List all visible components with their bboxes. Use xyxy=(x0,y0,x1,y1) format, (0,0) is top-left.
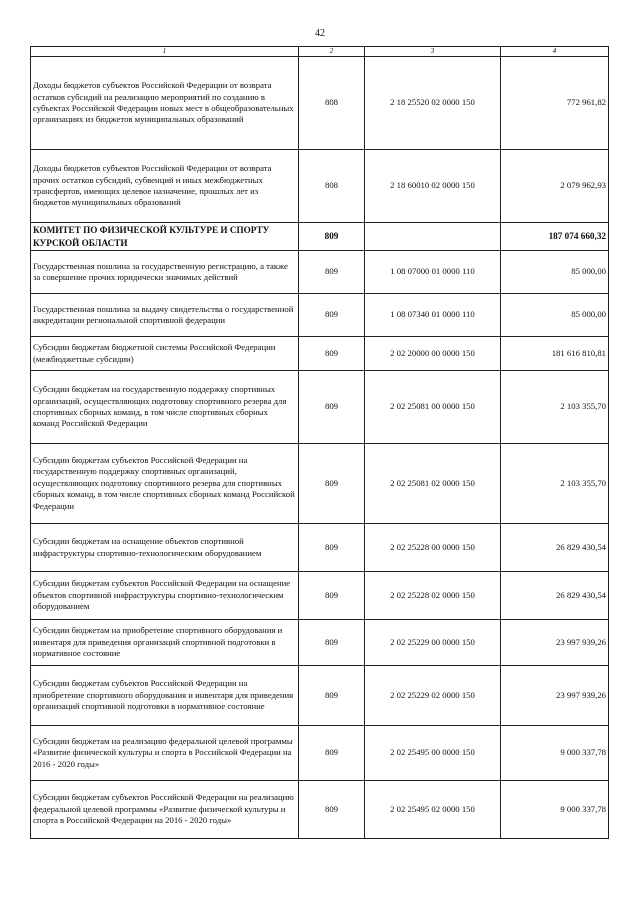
column-number: 2 xyxy=(299,47,365,57)
revenue-description: Государственная пошлина за выдачу свидетельства о государственной аккредитации региональной спортивной федерации xyxy=(31,294,299,337)
amount: 2 079 962,93 xyxy=(501,150,609,223)
table-row xyxy=(31,524,609,572)
amount: 85 000,00 xyxy=(501,251,609,294)
admin-code: 809 xyxy=(299,524,365,572)
committee-name: КОМИТЕТ ПО ФИЗИЧЕСКОЙ КУЛЬТУРЕ И СПОРТУ КУРСКОЙ ОБЛАСТИ xyxy=(31,223,299,251)
amount: 23 997 939,26 xyxy=(501,620,609,666)
admin-code: 809 xyxy=(299,251,365,294)
amount: 2 103 355,70 xyxy=(501,371,609,444)
budget-classification-code: 2 18 25520 02 0000 150 xyxy=(365,57,501,150)
admin-code: 809 xyxy=(299,444,365,524)
revenue-description: Доходы бюджетов субъектов Российской Федерации от возврата прочих остатков субсидий, субвенций и иных межбюджетных трансфертов, имеющих целевое назначение, прошлых лет из бюджетов муниципальных образований xyxy=(31,150,299,223)
table-row xyxy=(31,251,609,294)
budget-classification-code: 2 02 25229 00 0000 150 xyxy=(365,620,501,666)
revenue-description: Субсидии бюджетам на государственную поддержку спортивных организаций, осуществляющих подготовку спортивного резерва для спортивных сборных команд, в том числе спортивных сборных команд Российской Федерации xyxy=(31,371,299,444)
amount: 9 000 337,78 xyxy=(501,781,609,839)
admin-code: 809 xyxy=(299,572,365,620)
revenue-table xyxy=(30,46,609,839)
page-number: 42 xyxy=(315,28,325,39)
amount: 23 997 939,26 xyxy=(501,666,609,726)
table-row xyxy=(31,620,609,666)
budget-classification-code: 2 02 25495 00 0000 150 xyxy=(365,726,501,781)
revenue-description: Субсидии бюджетам на реализацию федеральной целевой программы «Развитие физической культуры и спорта в Российской Федерации на 2016 - 2020 годы» xyxy=(31,726,299,781)
budget-classification-code: 1 08 07340 01 0000 110 xyxy=(365,294,501,337)
budget-classification-code: 2 02 25229 02 0000 150 xyxy=(365,666,501,726)
admin-code: 809 xyxy=(299,781,365,839)
amount: 26 829 430,54 xyxy=(501,572,609,620)
budget-classification-code: 2 02 25228 00 0000 150 xyxy=(365,524,501,572)
column-number: 4 xyxy=(501,47,609,57)
amount: 2 103 355,70 xyxy=(501,444,609,524)
table-row xyxy=(31,371,609,444)
table-row xyxy=(31,337,609,371)
revenue-description: Субсидии бюджетам субъектов Российской Федерации на оснащение объектов спортивной инфраструктуры спортивно-технологическим оборудованием xyxy=(31,572,299,620)
table-row xyxy=(31,726,609,781)
budget-classification-code: 2 02 25081 00 0000 150 xyxy=(365,371,501,444)
admin-code: 809 xyxy=(299,294,365,337)
table-row xyxy=(31,444,609,524)
column-number: 3 xyxy=(365,47,501,57)
budget-classification-code: 1 08 07000 01 0000 110 xyxy=(365,251,501,294)
revenue-description: Субсидии бюджетам субъектов Российской Федерации на государственную поддержку спортивных организаций, осуществляющих подготовку спортивного резерва для спортивных сборных команд, в том числе спортивных сборных команд Российской Федерации xyxy=(31,444,299,524)
admin-code: 808 xyxy=(299,150,365,223)
column-number: 1 xyxy=(31,47,299,57)
amount: 9 000 337,78 xyxy=(501,726,609,781)
amount: 181 616 810,81 xyxy=(501,337,609,371)
budget-classification-code: 2 18 60010 02 0000 150 xyxy=(365,150,501,223)
table-row xyxy=(31,57,609,150)
budget-classification-code: 2 02 25081 02 0000 150 xyxy=(365,444,501,524)
revenue-description: Субсидии бюджетам бюджетной системы Российской Федерации (межбюджетные субсидии) xyxy=(31,337,299,371)
table-row xyxy=(31,572,609,620)
table-row xyxy=(31,150,609,223)
table-row xyxy=(31,781,609,839)
admin-code: 809 xyxy=(299,223,365,251)
budget-classification-code: 2 02 20000 00 0000 150 xyxy=(365,337,501,371)
budget-classification-code: 2 02 25495 02 0000 150 xyxy=(365,781,501,839)
budget-classification-code: 2 02 25228 02 0000 150 xyxy=(365,572,501,620)
amount: 26 829 430,54 xyxy=(501,524,609,572)
table-row xyxy=(31,666,609,726)
column-number-row xyxy=(31,47,609,57)
table-row-committee xyxy=(31,223,609,251)
admin-code: 809 xyxy=(299,666,365,726)
amount: 187 074 660,32 xyxy=(501,223,609,251)
admin-code: 809 xyxy=(299,620,365,666)
revenue-description: Субсидии бюджетам субъектов Российской Федерации на приобретение спортивного оборудования и инвентаря для приведения организаций спортивной подготовки в нормативное состояние xyxy=(31,666,299,726)
amount: 85 000,00 xyxy=(501,294,609,337)
revenue-description: Субсидии бюджетам субъектов Российской Федерации на реализацию федеральной целевой программы «Развитие физической культуры и спорта в Российской Федерации на 2016 - 2020 годы» xyxy=(31,781,299,839)
revenue-description: Субсидии бюджетам на приобретение спортивного оборудования и инвентаря для приведения организаций спортивной подготовки в нормативное состояние xyxy=(31,620,299,666)
admin-code: 809 xyxy=(299,726,365,781)
revenue-description: Государственная пошлина за государственную регистрацию, а также за совершение прочих юридически значимых действий xyxy=(31,251,299,294)
admin-code: 809 xyxy=(299,337,365,371)
revenue-description: Доходы бюджетов субъектов Российской Федерации от возврата остатков субсидий на реализацию мероприятий по созданию в субъектах Российской Федерации новых мест в общеобразовательных организациях из бюджетов муниципальных образований xyxy=(31,57,299,150)
amount: 772 961,82 xyxy=(501,57,609,150)
budget-classification-code xyxy=(365,223,501,251)
table-row xyxy=(31,294,609,337)
revenue-description: Субсидии бюджетам на оснащение объектов спортивной инфраструктуры спортивно-технологическим оборудованием xyxy=(31,524,299,572)
admin-code: 808 xyxy=(299,57,365,150)
admin-code: 809 xyxy=(299,371,365,444)
